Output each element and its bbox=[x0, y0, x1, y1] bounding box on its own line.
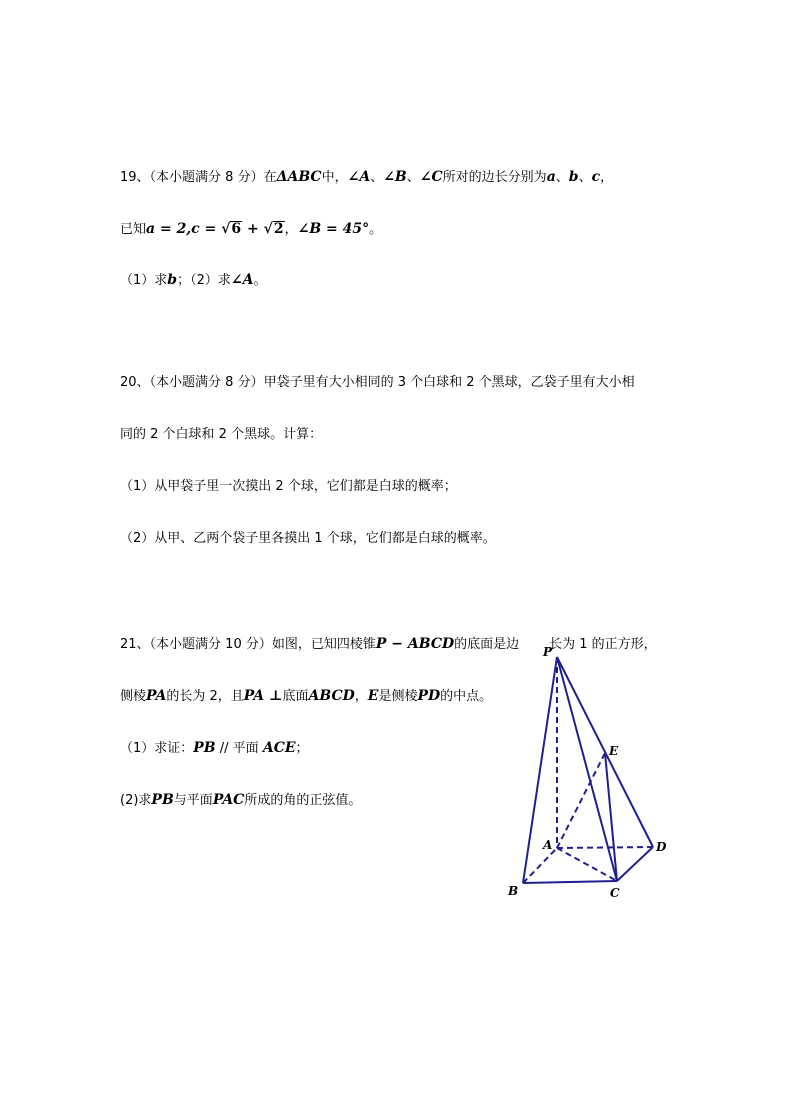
q21-score: （本小题满分 10 分）如图，已知四棱锥 bbox=[149, 637, 376, 652]
text: 底面 bbox=[282, 689, 309, 704]
q21-part2 bbox=[120, 791, 361, 810]
text: ， bbox=[284, 222, 298, 237]
text: (2)求 bbox=[120, 793, 152, 808]
angle-c: ∠C bbox=[419, 169, 443, 185]
q20-part2: （2）从甲、乙两个袋子里各摸出 1 个球，它们都是白球的概率。 bbox=[120, 531, 496, 546]
edge-ac bbox=[557, 848, 617, 881]
text: （1）求证： bbox=[120, 741, 194, 756]
label-d: D bbox=[656, 840, 667, 854]
label-p: P bbox=[543, 645, 553, 659]
label-b: B bbox=[508, 884, 519, 898]
edge-bc bbox=[523, 881, 617, 883]
label-a: A bbox=[543, 838, 553, 852]
text: E bbox=[367, 688, 379, 704]
text: ABCD bbox=[308, 688, 355, 704]
text: 的中点。 bbox=[440, 689, 493, 704]
text: ACE bbox=[262, 740, 296, 756]
text: 所对的边长分别为 bbox=[442, 170, 547, 185]
text: PA ⊥ bbox=[243, 688, 283, 704]
text: 、 bbox=[555, 170, 569, 185]
text: ∠A bbox=[230, 272, 254, 288]
text: b bbox=[167, 272, 178, 288]
text: + bbox=[242, 221, 264, 237]
text: 在 bbox=[263, 170, 277, 185]
sqrt-6: 6 bbox=[231, 221, 242, 237]
text: ； bbox=[295, 741, 309, 756]
angle-b: ∠B bbox=[383, 169, 407, 185]
text: 中， bbox=[321, 170, 348, 185]
text: 。 bbox=[253, 273, 267, 288]
text: 的长为 2，且 bbox=[166, 689, 244, 704]
side-c: c bbox=[591, 169, 601, 185]
sqrt-2: 2 bbox=[273, 221, 284, 237]
text: 侧棱 bbox=[120, 689, 147, 704]
q20-line1: 20、（本小题满分 8 分）甲袋子里有大小相同的 3 个白球和 2 个黑球，乙袋子里有大小相 bbox=[120, 375, 635, 390]
edge-ad bbox=[557, 847, 653, 848]
q21-part1 bbox=[120, 739, 309, 758]
edge-cd bbox=[617, 847, 653, 881]
text: ， bbox=[354, 689, 368, 704]
q21-line2 bbox=[120, 687, 492, 706]
text: 长为 1 的正方形， bbox=[549, 637, 657, 652]
q19-line1 bbox=[120, 168, 613, 187]
text: PD bbox=[417, 688, 441, 704]
side-a: a bbox=[546, 169, 556, 185]
text: PA bbox=[146, 688, 167, 704]
text: 、 bbox=[370, 170, 384, 185]
angle-b-value: ∠B = 45° bbox=[297, 221, 370, 237]
text: ， bbox=[600, 170, 614, 185]
text: 的底面是边 bbox=[454, 637, 520, 652]
q19-score: （本小题满分 8 分） bbox=[149, 170, 264, 185]
q20-line2: 同的 2 个白球和 2 个黑球。计算： bbox=[120, 427, 323, 442]
text: 所成的角的正弦值。 bbox=[244, 793, 362, 808]
text: 已知 bbox=[120, 222, 147, 237]
text: （1）求 bbox=[120, 273, 168, 288]
text: 。 bbox=[369, 222, 383, 237]
text: PAC bbox=[212, 792, 245, 808]
q21-number: 21、 bbox=[120, 637, 150, 652]
text: 是侧棱 bbox=[378, 689, 418, 704]
text: PB bbox=[151, 792, 174, 808]
angle-a: ∠A bbox=[347, 169, 371, 185]
side-b: b bbox=[568, 169, 579, 185]
q19-number: 19、 bbox=[120, 170, 150, 185]
label-e: E bbox=[609, 744, 619, 758]
q19-parts bbox=[120, 271, 266, 290]
label-c: C bbox=[610, 886, 620, 900]
formula-a-c: a = 2,c = bbox=[146, 221, 222, 237]
text: // 平面 bbox=[215, 741, 263, 756]
text: 、 bbox=[578, 170, 592, 185]
pyramid-figure bbox=[500, 635, 690, 905]
text: ；（2）求 bbox=[177, 273, 231, 288]
text: 、 bbox=[406, 170, 420, 185]
q19-line2: 已知a = 2,c = √6 + √2，∠B = 45°。 bbox=[120, 221, 383, 237]
edge-ae bbox=[557, 753, 605, 848]
text: 与平面 bbox=[173, 793, 213, 808]
text: PB bbox=[193, 740, 216, 756]
pyramid-name: P − ABCD bbox=[375, 636, 455, 652]
triangle-abc: ΔABC bbox=[276, 169, 322, 185]
q20-part1: （1）从甲袋子里一次摸出 2 个球，它们都是白球的概率； bbox=[120, 479, 457, 494]
